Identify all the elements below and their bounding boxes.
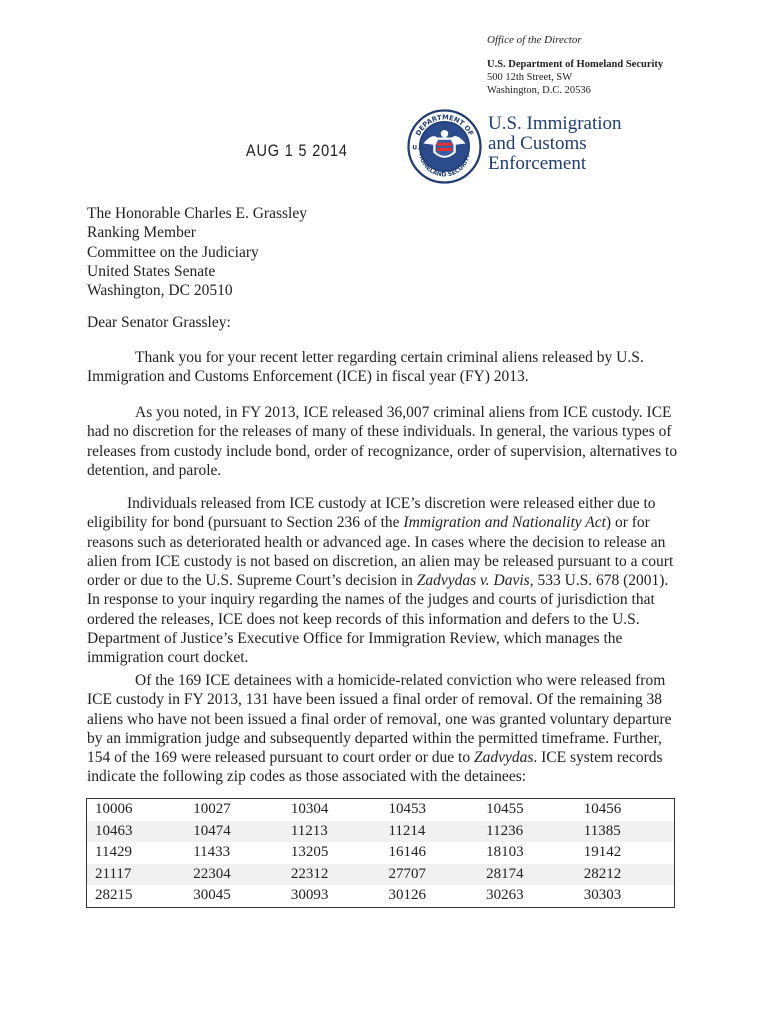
paragraph-2-text: As you noted, in FY 2013, ICE released 36,007 criminal aliens from ICE custody. ICE had no discretion for the releases of many of these individuals. In general, the various types of releases from custody include bond, order of recognizance, order of supervision, alternatives to detention, and parole. (87, 404, 678, 479)
zip-cell: 11213 (283, 821, 381, 843)
seal-bottom-text: HOMELAND SECURITY (417, 152, 472, 179)
letterhead-address (487, 58, 663, 97)
zip-cell: 11429 (95, 844, 132, 861)
zip-cell: 10304 (290, 801, 329, 818)
table-row (87, 885, 675, 907)
addressee-block (87, 204, 307, 300)
zip-cell: 10463 (87, 821, 186, 843)
seal-top-text: DEPARTMENT OF (414, 113, 475, 138)
zip-cell: 16146 (388, 844, 426, 861)
zip-cell: 30303 (583, 887, 622, 904)
zip-cell: 22304 (185, 864, 283, 886)
zip-cell: 19142 (583, 844, 622, 861)
paragraph-1-text: Thank you for your recent letter regarding certain criminal aliens released by U.S. Immigration and Customs Enforcement (ICE) in fiscal year (FY) 2013. (87, 349, 644, 386)
zip-cell: 11214 (380, 821, 478, 843)
salutation: Dear Senator Grassley: (87, 314, 231, 331)
letter-date: AUG 1 5 2014 (246, 141, 348, 160)
seal-side-text: U.S. (412, 144, 427, 152)
zip-code-table (86, 798, 675, 908)
zip-cell: 22312 (283, 864, 381, 886)
zip-cell: 28174 (478, 864, 576, 886)
zip-cell: 10474 (185, 821, 283, 843)
zip-cell: 10006 (95, 801, 133, 818)
paragraph-3-text-a: Individuals released from ICE custody at ICE’s discretion were released either due to eligibility for bond (pursuant to Section 236 of the (87, 495, 656, 532)
addressee-line: Washington, DC 20510 (87, 282, 233, 300)
dhs-seal-icon (407, 109, 482, 184)
paragraph-2 (87, 403, 679, 480)
case-citation-short: Zadvydas (473, 749, 534, 767)
paragraph-3-text-b: ) or for reasons such as deteriorated health or advanced age. In cases where the decision to release an alien from ICE custody is not based on discretion, an alien may be released pursuant to a court order or due to the U.S. Supreme Court’s decision in (87, 514, 674, 590)
zip-cell: 10456 (583, 801, 622, 818)
zip-cell: 30263 (486, 887, 524, 904)
zip-cell: 30045 (193, 887, 231, 904)
office-of-director: Office of the Director (487, 34, 582, 46)
zip-cell: 28215 (95, 887, 133, 904)
zip-cell: 11236 (478, 821, 576, 843)
addressee-line: The Honorable Charles E. Grassley (87, 205, 307, 222)
agency-line-3: Enforcement (488, 153, 587, 174)
paragraph-3 (87, 494, 679, 668)
addressee-line: Ranking Member (87, 224, 196, 242)
street-address: 500 12th Street, SW (487, 72, 573, 83)
zip-cell: 11385 (576, 821, 675, 843)
act-title: Immigration and Nationality Act (403, 514, 606, 532)
agency-line-1: U.S. Immigration (488, 113, 622, 134)
paragraph-4-text-a: Of the 169 ICE detainees with a homicide-related conviction who were released from ICE custody in FY 2013, 131 have been issued a final order of removal. Of the remaining 38 aliens who have not been issued a final order of removal, one was granted voluntary departure by an immigration judge and subsequently departed within the permitted timeframe. Further, 154 of the 169 were released pursuant to court order or due to (87, 672, 672, 767)
zip-cell: 13205 (290, 844, 329, 861)
zip-cell: 18103 (486, 844, 524, 861)
addressee-line: United States Senate (87, 262, 216, 280)
city-address: Washington, D.C. 20536 (487, 85, 591, 96)
paragraph-4-text-b: . ICE system records indicate the following zip codes as those associated with the detainees: (87, 749, 663, 786)
table-row (87, 821, 675, 843)
zip-cell: 10027 (193, 801, 231, 818)
paragraph-1 (87, 348, 679, 387)
agency-name (488, 114, 622, 174)
table-row (87, 799, 675, 821)
case-citation: Zadvydas v. Davis, (416, 572, 534, 590)
agency-line-2: and Customs (488, 133, 587, 154)
paragraph-4 (87, 671, 679, 787)
addressee-line: Committee on the Judiciary (87, 243, 259, 261)
zip-cell: 27707 (380, 864, 478, 886)
zip-cell: 30126 (388, 887, 426, 904)
zip-cell: 11433 (193, 844, 231, 861)
table-row (87, 864, 675, 886)
zip-cell: 10455 (486, 801, 524, 818)
zip-cell: 30093 (290, 887, 329, 904)
zip-cell: 28212 (576, 864, 675, 886)
zip-cell: 10453 (388, 801, 426, 818)
paragraph-3-text-c: 533 U.S. 678 (2001). In response to your inquiry regarding the names of the judges and courts of jurisdiction that ordered the releases, ICE does not keep records of this information and defers to the U.S. Department of Justice’s Executive Office for Immigration Review, which manages the immigration court docket. (87, 572, 669, 667)
table-row (87, 842, 675, 864)
zip-cell: 21117 (87, 864, 186, 886)
department-name: U.S. Department of Homeland Security (487, 59, 664, 70)
